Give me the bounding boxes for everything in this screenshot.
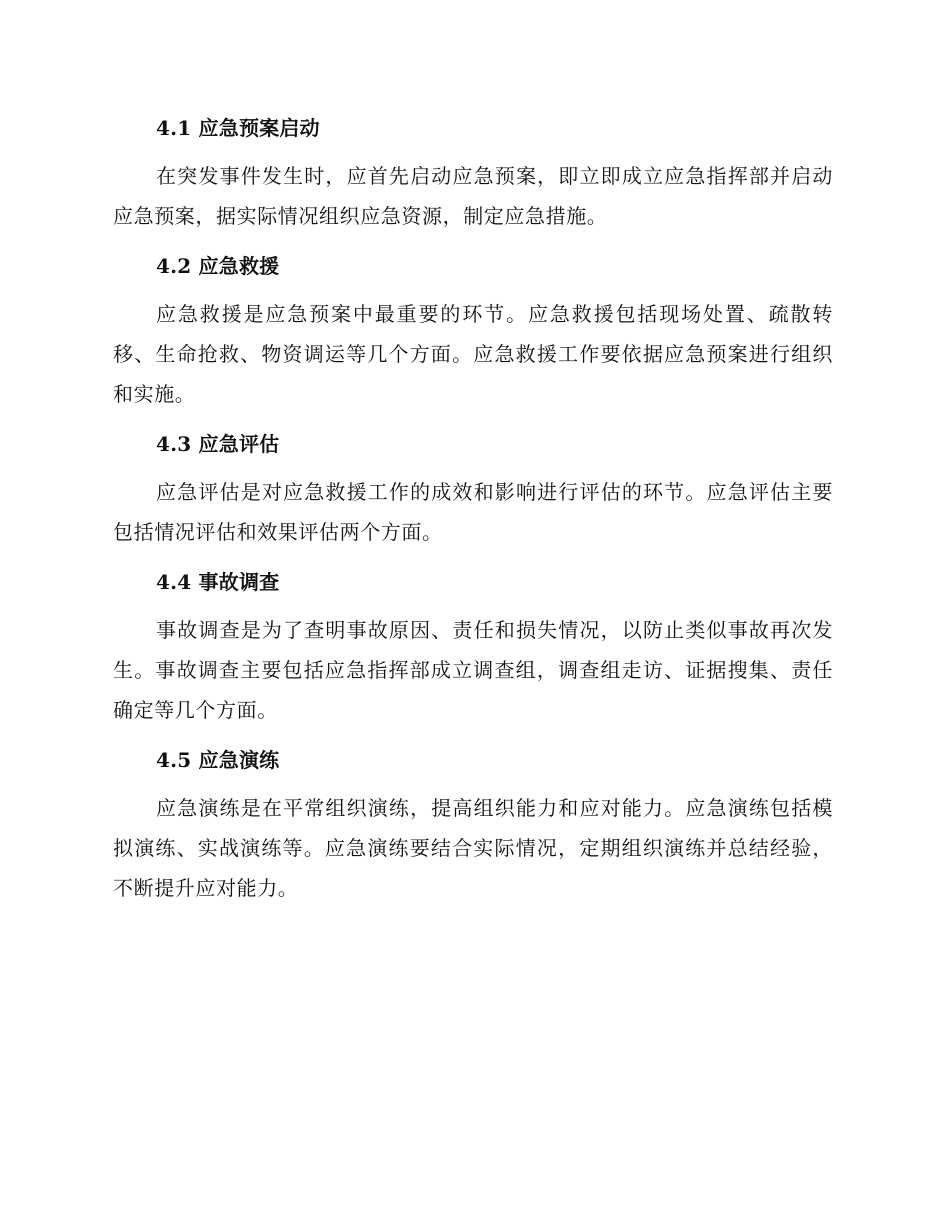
section-heading: 4.4 事故调查	[156, 570, 280, 594]
section-4-5	[113, 740, 833, 908]
section-4-2	[113, 246, 833, 414]
section-heading: 4.2 应急救援	[156, 254, 280, 278]
section-paragraph: 事故调查是为了查明事故原因、责任和损失情况，以防止类似事故再次发生。事故调查主要包括应急指挥部成立调查组，调查组走访、证据搜集、责任确定等几个方面。	[113, 618, 833, 722]
document-content	[113, 108, 833, 918]
section-4-3	[113, 424, 833, 552]
section-4-4	[113, 562, 833, 730]
section-heading: 4.5 应急演练	[156, 748, 280, 772]
section-paragraph: 在突发事件发生时，应首先启动应急预案，即立即成立应急指挥部并启动应急预案，据实际情况组织应急资源，制定应急措施。	[113, 164, 833, 228]
section-4-1	[113, 108, 833, 236]
section-paragraph: 应急救援是应急预案中最重要的环节。应急救援包括现场处置、疏散转移、生命抢救、物资调运等几个方面。应急救援工作要依据应急预案进行组织和实施。	[113, 302, 833, 406]
section-paragraph: 应急演练是在平常组织演练，提高组织能力和应对能力。应急演练包括模拟演练、实战演练等。应急演练要结合实际情况，定期组织演练并总结经验，不断提升应对能力。	[113, 796, 833, 900]
section-paragraph: 应急评估是对应急救援工作的成效和影响进行评估的环节。应急评估主要包括情况评估和效果评估两个方面。	[113, 480, 833, 544]
section-heading: 4.3 应急评估	[156, 432, 280, 456]
section-heading: 4.1 应急预案启动	[156, 116, 320, 140]
